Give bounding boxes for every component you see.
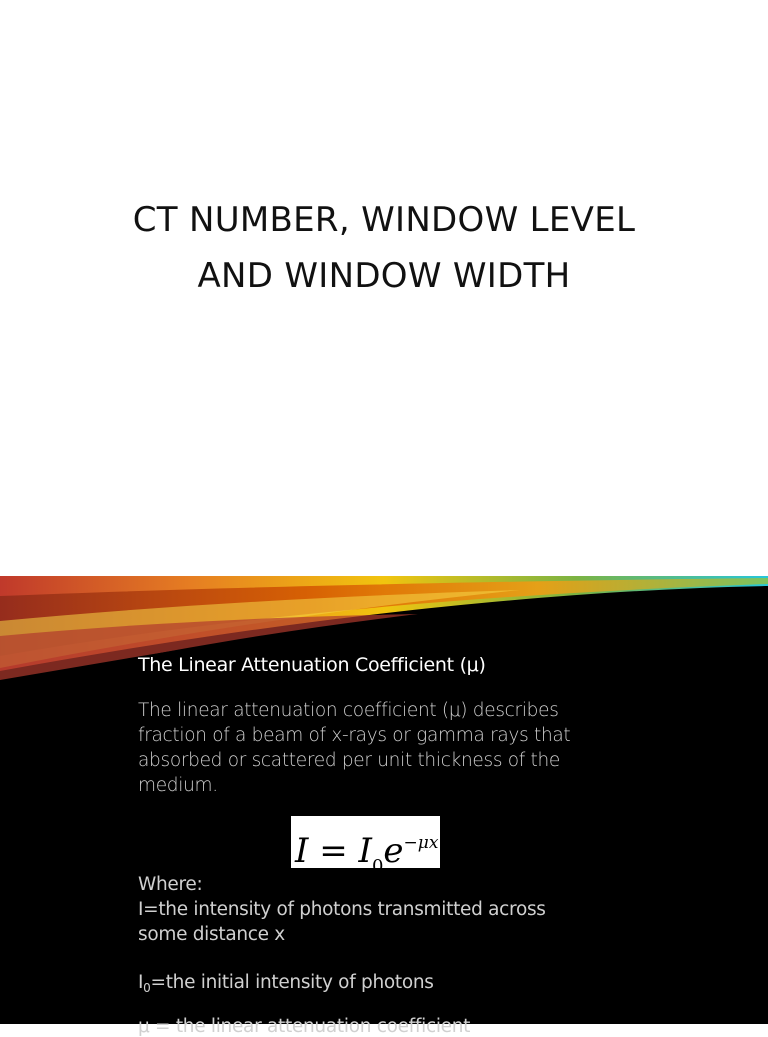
title-line-1: CT NUMBER, WINDOW LEVEL: [132, 200, 636, 240]
content-heading: The Linear Attenuation Coefficient (μ): [138, 654, 486, 676]
content-slide: [0, 576, 768, 1037]
definition-i: I=the intensity of photons transmitted across: [138, 899, 546, 920]
formula-base: e: [383, 831, 404, 871]
title-line-2: AND WINDOW WIDTH: [197, 256, 571, 296]
formula-image: [291, 816, 440, 877]
formula-subscript: 0: [371, 856, 384, 877]
where-block: [138, 872, 618, 947]
definition-i0-subscript: 0: [143, 981, 151, 995]
definition-mu: μ = the linear attenuation coefficient: [138, 1016, 471, 1037]
where-label: Where:: [138, 874, 203, 895]
definition-i-continued: some distance x: [138, 924, 285, 945]
definition-i0-text: =the initial intensity of photons: [150, 972, 434, 993]
definition-i0: [138, 970, 434, 1001]
formula-exponent: −μx: [403, 833, 439, 853]
slide-title: [60, 192, 708, 304]
definition-paragraph: The linear attenuation coefficient (μ) describes fraction of a beam of x-rays or gamma rays that absorbed or scattered per unit thickness of the medium.: [138, 700, 571, 796]
formula-lhs: I = I: [295, 831, 372, 871]
definition-i0-prefix: I: [138, 972, 144, 993]
